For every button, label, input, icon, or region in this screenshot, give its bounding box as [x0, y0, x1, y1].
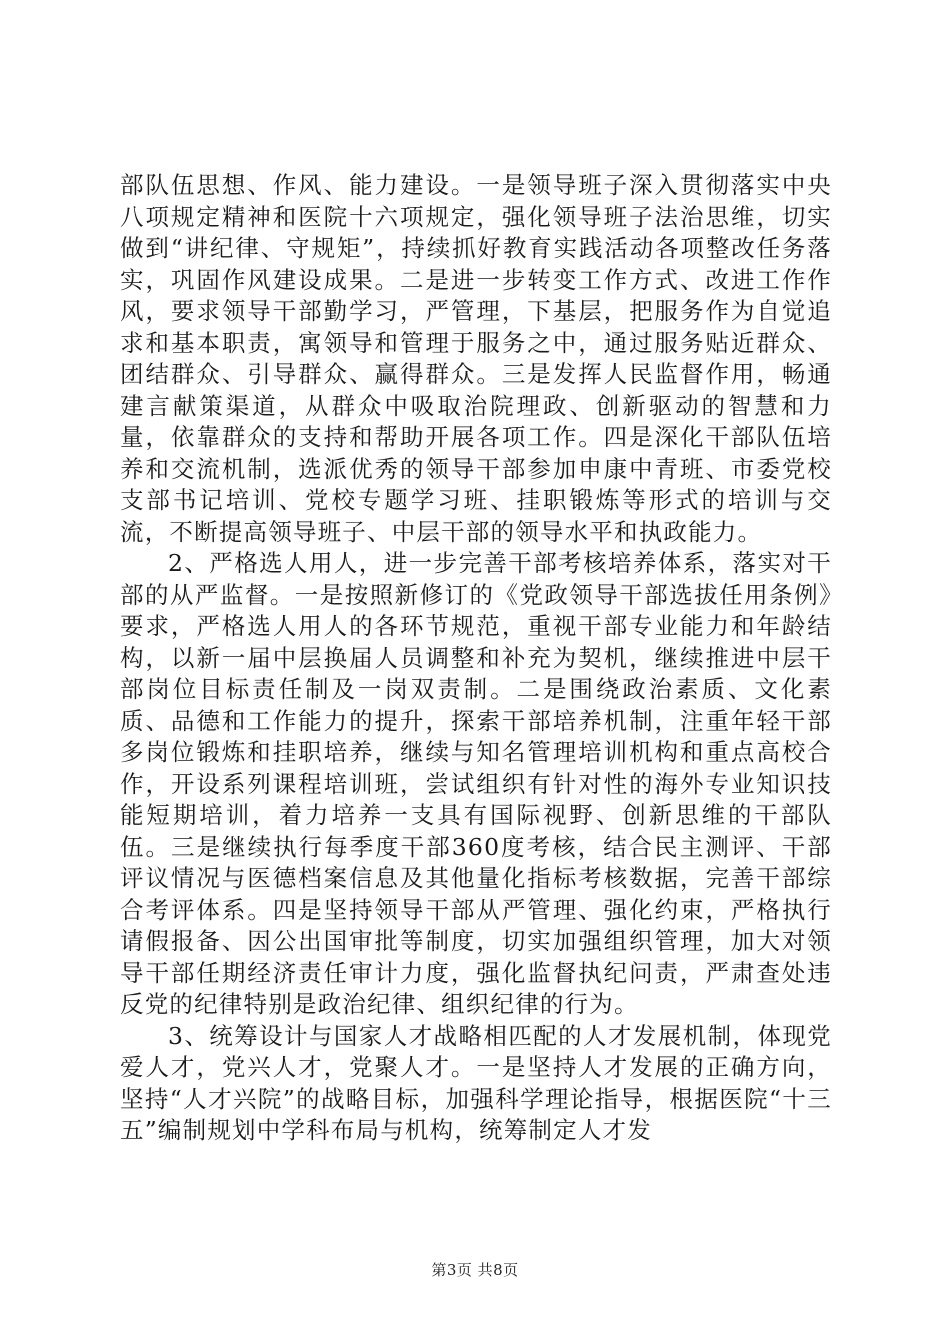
paragraph-item-2: 2、严格选人用人，进一步完善干部考核培养体系，落实对干部的从严监督。一是按照新修订的《党政领导干部选拔任用条例》要求，严格选人用人的各环节规范，重视干部专业能力和年龄结构，以新一届中层换届人员调整和补充为契机，继续推进中层干部岗位目标责任制及一岗双责制。二是围绕政治素质、文化素质、品德和工作能力的提升，探索干部培养机制，注重年轻干部多岗位锻炼和挂职培养，继续与知名管理培训机构和重点高校合作，开设系列课程培训班，尝试组织有针对性的海外专业知识技能短期培训，着力培养一支具有国际视野、创新思维的干部队伍。三是继续执行每季度干部360度考核，结合民主测评、干部评议情况与医德档案信息及其他量化指标考核数据，完善干部综合考评体系。四是坚持领导干部从严管理、强化约束，严格执行请假报备、因公出国审批等制度，切实加强组织管理，加大对领导干部任期经济责任审计力度，强化监督执纪问责，严肃查处违反党的纪律特别是政治纪律、组织纪律的行为。: [120, 549, 832, 1018]
paragraph-continued: 部队伍思想、作风、能力建设。一是领导班子深入贯彻落实中央八项规定精神和医院十六项规定，强化领导班子法治思维，切实做到“讲纪律、守规矩”，持续抓好教育实践活动各项整改任务落实，巩固作风建设成果。二是进一步转变工作方式、改进工作作风，要求领导干部勤学习，严管理，下基层，把服务作为自觉追求和基本职责，寓领导和管理于服务之中，通过服务贴近群众、团结群众、引导群众、赢得群众。三是发挥人民监督作用，畅通建言献策渠道，从群众中吸取治院理政、创新驱动的智慧和力量，依靠群众的支持和帮助开展各项工作。四是深化干部队伍培养和交流机制，选派优秀的领导干部参加申康中青班、市委党校支部书记培训、党校专题学习班、挂职锻炼等形式的培训与交流，不断提高领导班子、中层干部的领导水平和执政能力。: [120, 171, 832, 546]
page-footer: 第3页 共8页: [431, 1261, 519, 1279]
paragraph-item-3: 3、统筹设计与国家人才战略相匹配的人才发展机制，体现党爱人才，党兴人才，党聚人才。一是坚持人才发展的正确方向，坚持“人才兴院”的战略目标，加强科学理论指导，根据医院“十三五”编制规划中学科布局与机构，统筹制定人才发: [120, 1021, 832, 1144]
document-body: [120, 170, 832, 1147]
